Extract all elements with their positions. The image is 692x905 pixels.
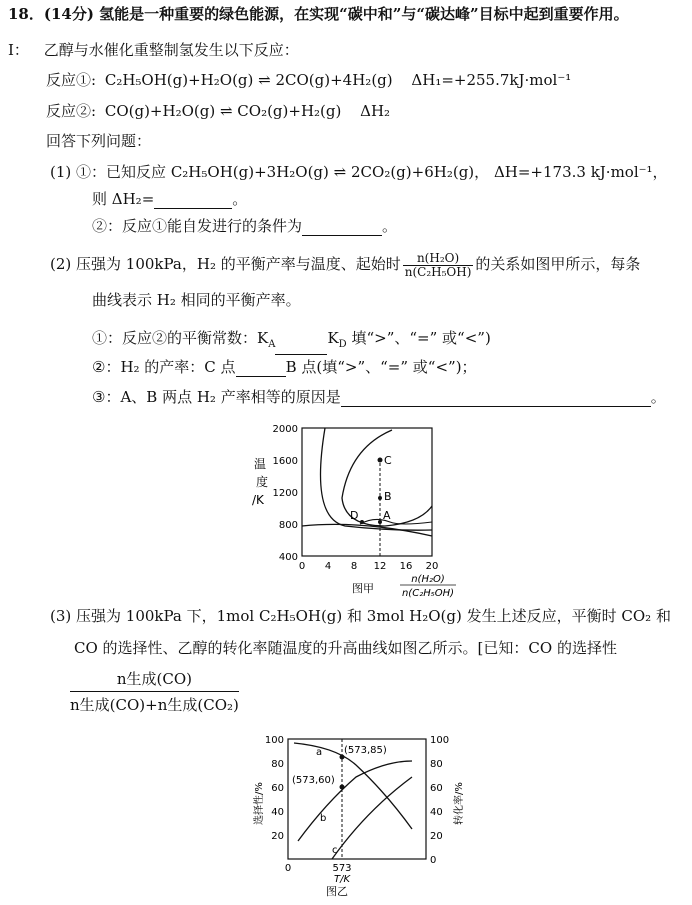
fig2-ytick-left-80: 80	[271, 759, 284, 770]
q1a-answer-blank[interactable]	[154, 194, 232, 209]
fig1-point-b	[378, 496, 382, 500]
fig1-ytick-2000: 2000	[272, 424, 298, 435]
q2-part-a	[92, 328, 491, 355]
q1b-answer-blank[interactable]	[302, 221, 382, 236]
fig1-caption: 图甲	[352, 582, 374, 595]
q1b-end: 。	[382, 217, 398, 235]
q3-frac-denominator: n生成(CO)+n生成(CO₂)	[70, 696, 239, 714]
q1a-answer-end: 。	[232, 190, 248, 208]
reaction-one	[46, 70, 571, 90]
q2-ratio-numerator: n(H₂O)	[403, 252, 474, 266]
reaction-one-label: 反应①:	[46, 71, 97, 89]
fig2-ytick-right-60: 60	[430, 783, 443, 794]
q2b-prefix: ②：H₂ 的产率：C 点	[92, 358, 236, 376]
figure-yi	[246, 725, 476, 900]
q1a-enthalpy: ΔH=+173.3 kJ·mol⁻¹，	[493, 163, 668, 181]
fig1-label-d: D	[350, 509, 359, 522]
reaction-one-equation: C₂H₅OH(g)+H₂O(g) ⇌ 2CO(g)+4H₂(g)	[104, 71, 393, 89]
q2-stem-line2	[92, 290, 301, 310]
q3-line1	[50, 606, 671, 626]
fig1-point-d	[360, 520, 364, 524]
fig1-ytick-800: 800	[278, 520, 298, 531]
q2b-answer-blank[interactable]	[236, 362, 286, 377]
answer-prompt	[46, 131, 151, 151]
fig2-caption: 图乙	[326, 885, 348, 898]
fig1-ytick-1600: 1600	[272, 456, 298, 467]
reaction-one-enthalpy: ΔH₁=+255.7kJ·mol⁻¹	[411, 71, 572, 89]
fig2-ytick-right-0: 0	[430, 855, 437, 866]
reaction-two	[46, 101, 390, 121]
reaction-two-equation: CO(g)+H₂O(g) ⇌ CO₂(g)+H₂(g)	[104, 102, 342, 120]
q2-stem	[50, 247, 640, 281]
fig1-xtick-20: 20	[425, 561, 439, 572]
fig1-xtick-0: 0	[298, 561, 306, 572]
q3-line1-text: (3) 压强为 100kPa 下，1mol C₂H₅OH(g) 和 3mol H₂O(g) 发生上述反应，平衡时 CO₂ 和	[50, 607, 671, 625]
q2-ratio-fraction	[403, 252, 474, 279]
fig2-ytick-left-40: 40	[271, 807, 284, 818]
reaction-two-enthalpy: ΔH₂	[360, 102, 391, 120]
fig2-label-a: a	[316, 747, 323, 758]
fig2-ylabel-right: 转化率/%	[454, 782, 465, 825]
part-number: I：	[8, 41, 29, 59]
fig2-plot-frame	[288, 739, 426, 859]
q2b-postfix: B 点(填“>”、“=” 或“<”)；	[285, 358, 477, 376]
fig2-xtick-573: 573	[332, 863, 352, 874]
reaction-two-label: 反应②:	[46, 102, 97, 120]
fig2-ylabel-left: 选择性/%	[254, 782, 265, 825]
q3-frac-numerator: n生成(CO)	[70, 668, 239, 692]
q1a-equation: C₂H₅OH(g)+3H₂O(g) ⇌ 2CO₂(g)+6H₂(g)，	[170, 163, 490, 181]
q2a-sub-a: A	[268, 339, 276, 350]
fig2-ytick-right-40: 40	[430, 807, 443, 818]
q2c-end: 。	[650, 388, 666, 406]
fig1-ytick-1200: 1200	[272, 488, 298, 499]
q2-part-c	[92, 387, 666, 407]
q2c-text: ③：A、B 两点 H₂ 产率相等的原因是	[92, 388, 341, 406]
figure-jia	[240, 418, 470, 610]
fig2-ytick-left-100: 100	[264, 735, 284, 746]
q2a-mid: K	[327, 329, 339, 347]
q2a-postfix: 填“>”、“=” 或“<”)	[346, 329, 491, 347]
fig1-curve-loop	[360, 519, 432, 524]
fig1-xtick-16: 16	[399, 561, 413, 572]
fig2-ytick-right-20: 20	[430, 831, 443, 842]
fig1-ylabel-3: /K	[252, 493, 264, 507]
q2-postfix: 的关系如图甲所示，每条	[475, 255, 641, 273]
q2-part-b	[92, 357, 477, 377]
fig2-ytick-left-20: 20	[271, 831, 284, 842]
q1-part-a	[50, 162, 668, 182]
q1-part-a-answer	[92, 189, 247, 209]
fig1-xlabel-denominator: n(C₂H₅OH)	[401, 588, 455, 599]
fig1-ylabel-1: 温	[254, 457, 267, 471]
q2c-answer-blank[interactable]	[341, 392, 651, 407]
q2-line2-text: 曲线表示 H₂ 相同的平衡产率。	[92, 291, 301, 309]
fig2-point-label-60: (573,60)	[292, 775, 335, 786]
question-head-text: 18．(14分) 氢能是一种重要的绿色能源，在实现“碳中和”与“碳达峰”目标中起到重要作用。	[8, 5, 629, 23]
q1a-answer-prompt: 则 ΔH₂=	[92, 190, 155, 208]
intro-text: 乙醇与水催化重整制氢发生以下反应：	[43, 41, 299, 59]
q3-line2-text: CO 的选择性、乙醇的转化率随温度的升高曲线如图乙所示。[已知：CO 的选择性	[74, 639, 617, 657]
fig2-xtick-0: 0	[284, 863, 292, 874]
fig1-curve-outer	[321, 428, 433, 530]
fig1-ytick-400: 400	[278, 552, 298, 563]
q1-part-b	[92, 216, 397, 236]
fig1-point-c	[378, 458, 383, 463]
q2-ratio-denominator: n(C₂H₅OH)	[404, 264, 472, 279]
fig1-point-a	[378, 520, 382, 524]
fig2-ytick-left-60: 60	[271, 783, 284, 794]
fig2-point-60	[340, 785, 345, 790]
q2a-sub-d: D	[338, 339, 347, 350]
fig2-point-label-85: (573,85)	[344, 745, 387, 756]
q1b-text: ②：反应①能自发进行的条件为	[92, 217, 303, 235]
answer-prompt-text: 回答下列问题：	[46, 132, 152, 150]
fig1-label-c: C	[384, 454, 392, 467]
fig1-xlabel-numerator: n(H₂O)	[411, 574, 445, 585]
part-one-intro	[8, 40, 299, 60]
fig2-curve-c	[332, 777, 412, 859]
fig2-ytick-right-80: 80	[430, 759, 443, 770]
fig1-xtick-4: 4	[324, 561, 332, 572]
q2a-prefix: ①：反应②的平衡常数：K	[92, 329, 269, 347]
fig1-ylabel-2: 度	[256, 475, 269, 489]
fig1-xtick-8: 8	[350, 561, 358, 572]
q1a-prefix: (1) ①：已知反应	[50, 163, 167, 181]
question-header	[8, 4, 629, 24]
fig1-label-a: A	[383, 509, 391, 522]
fig1-label-b: B	[384, 490, 392, 503]
q2-prefix: (2) 压强为 100kPa，H₂ 的平衡产率与温度、起始时	[50, 255, 401, 273]
q3-selectivity-fraction	[70, 668, 239, 715]
fig2-label-c: c	[332, 845, 338, 856]
fig1-xtick-12: 12	[373, 561, 387, 572]
fig2-xlabel: T/K	[333, 874, 351, 885]
fig2-label-b: b	[320, 813, 327, 824]
fig2-ytick-right-100: 100	[430, 735, 450, 746]
q2a-answer-blank[interactable]	[275, 340, 327, 355]
q3-line2	[74, 638, 617, 658]
